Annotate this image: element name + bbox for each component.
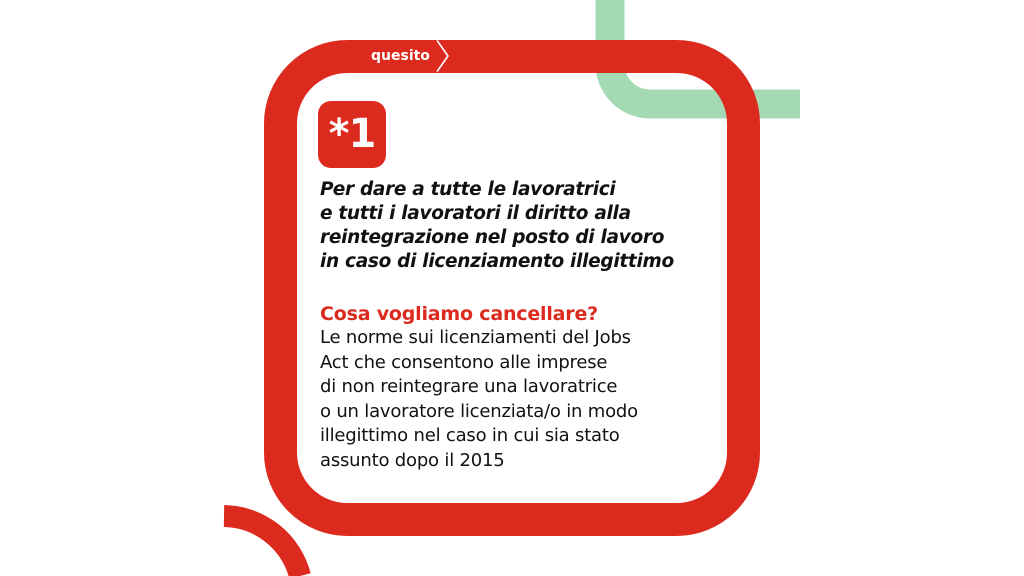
headline-line: reintegrazione nel posto di lavoro: [320, 227, 665, 248]
red-decorative-arc: [224, 516, 300, 576]
body-line: o un lavoratore licenziata/o in modo: [320, 400, 638, 422]
quesito-tag: quesito: [371, 48, 430, 64]
headline-line: in caso di licenziamento illegittimo: [320, 251, 674, 272]
body-line: di non reintegrare una lavoratrice: [320, 376, 618, 397]
question-number: *1: [328, 110, 376, 157]
headline-line: e tutti i lavoratori il diritto alla: [320, 203, 631, 224]
body-text: [320, 326, 730, 473]
body-line: illegittimo nel caso in cui sia stato: [320, 425, 620, 446]
question-heading: Cosa vogliamo cancellare?: [320, 303, 598, 325]
question-number-badge: [318, 101, 386, 168]
body-line: Le norme sui licenziamenti del Jobs: [320, 327, 631, 348]
headline: [320, 178, 730, 274]
headline-line: Per dare a tutte le lavoratrici: [320, 179, 616, 200]
body-line: assunto dopo il 2015: [320, 449, 505, 471]
body-line: Act che consentono alle imprese: [320, 351, 608, 373]
